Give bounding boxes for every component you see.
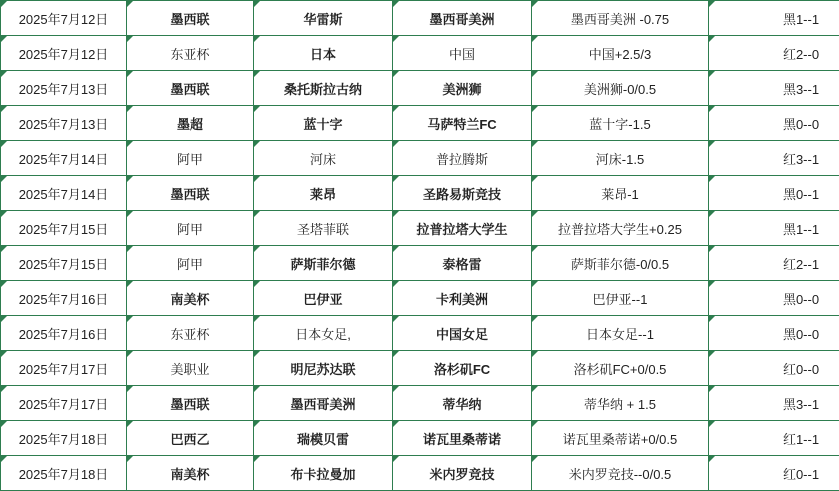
handicap-cell: 米内罗竞技--0/0.5 <box>532 456 709 491</box>
home-team-cell: 河床 <box>254 141 393 176</box>
league-cell: 美职业 <box>127 351 254 386</box>
match-date-cell: 2025年7月18日 <box>1 421 127 456</box>
table-row <box>1 351 839 386</box>
league-cell: 阿甲 <box>127 246 254 281</box>
result-cell: 红0--1 <box>709 456 839 491</box>
league-cell: 墨西联 <box>127 1 254 36</box>
match-date-cell: 2025年7月12日 <box>1 1 127 36</box>
match-date-cell: 2025年7月16日 <box>1 316 127 351</box>
handicap-cell: 中国+2.5/3 <box>532 36 709 71</box>
table-row <box>1 421 839 456</box>
match-date-cell: 2025年7月15日 <box>1 211 127 246</box>
away-team-cell: 洛杉矶FC <box>393 351 532 386</box>
match-date-cell: 2025年7月17日 <box>1 351 127 386</box>
result-cell: 黑0--0 <box>709 281 839 316</box>
result-cell: 黑3--1 <box>709 386 839 421</box>
home-team-cell: 日本女足, <box>254 316 393 351</box>
home-team-cell: 明尼苏达联 <box>254 351 393 386</box>
table-row <box>1 246 839 281</box>
home-team-cell: 萨斯菲尔德 <box>254 246 393 281</box>
away-team-cell: 蒂华纳 <box>393 386 532 421</box>
match-date-cell: 2025年7月13日 <box>1 71 127 106</box>
handicap-cell: 蓝十字-1.5 <box>532 106 709 141</box>
away-team-cell: 马萨特兰FC <box>393 106 532 141</box>
league-cell: 东亚杯 <box>127 316 254 351</box>
table-row <box>1 211 839 246</box>
result-cell: 红1--1 <box>709 421 839 456</box>
handicap-cell: 洛杉矶FC+0/0.5 <box>532 351 709 386</box>
handicap-cell: 蒂华纳 + 1.5 <box>532 386 709 421</box>
match-date-cell: 2025年7月18日 <box>1 456 127 491</box>
match-date-cell: 2025年7月14日 <box>1 176 127 211</box>
away-team-cell: 诺瓦里桑蒂诺 <box>393 421 532 456</box>
home-team-cell: 蓝十字 <box>254 106 393 141</box>
league-cell: 东亚杯 <box>127 36 254 71</box>
result-cell: 黑0--0 <box>709 106 839 141</box>
league-cell: 南美杯 <box>127 456 254 491</box>
away-team-cell: 普拉腾斯 <box>393 141 532 176</box>
home-team-cell: 瑞模贝雷 <box>254 421 393 456</box>
league-cell: 阿甲 <box>127 141 254 176</box>
handicap-cell: 墨西哥美洲 -0.75 <box>532 1 709 36</box>
home-team-cell: 墨西哥美洲 <box>254 386 393 421</box>
handicap-cell: 河床-1.5 <box>532 141 709 176</box>
handicap-cell: 诺瓦里桑蒂诺+0/0.5 <box>532 421 709 456</box>
table-row <box>1 316 839 351</box>
league-cell: 巴西乙 <box>127 421 254 456</box>
league-cell: 墨西联 <box>127 176 254 211</box>
match-date-cell: 2025年7月16日 <box>1 281 127 316</box>
result-cell: 红3--1 <box>709 141 839 176</box>
table-row <box>1 456 839 491</box>
table-row <box>1 176 839 211</box>
table-row <box>1 106 839 141</box>
handicap-cell: 萨斯菲尔德-0/0.5 <box>532 246 709 281</box>
result-cell: 黑1--1 <box>709 211 839 246</box>
home-team-cell: 布卡拉曼加 <box>254 456 393 491</box>
result-cell: 红2--0 <box>709 36 839 71</box>
away-team-cell: 中国女足 <box>393 316 532 351</box>
table-row <box>1 281 839 316</box>
result-cell: 黑0--0 <box>709 316 839 351</box>
result-cell: 黑0--1 <box>709 176 839 211</box>
away-team-cell: 圣路易斯竞技 <box>393 176 532 211</box>
league-cell: 墨西联 <box>127 71 254 106</box>
table-row <box>1 1 839 36</box>
away-team-cell: 中国 <box>393 36 532 71</box>
table-row <box>1 71 839 106</box>
handicap-cell: 美洲狮-0/0.5 <box>532 71 709 106</box>
home-team-cell: 桑托斯拉古纳 <box>254 71 393 106</box>
away-team-cell: 米内罗竞技 <box>393 456 532 491</box>
table-row <box>1 141 839 176</box>
handicap-cell: 日本女足--1 <box>532 316 709 351</box>
result-cell: 红2--1 <box>709 246 839 281</box>
handicap-cell: 莱昂-1 <box>532 176 709 211</box>
match-date-cell: 2025年7月14日 <box>1 141 127 176</box>
result-cell: 黑3--1 <box>709 71 839 106</box>
league-cell: 阿甲 <box>127 211 254 246</box>
home-team-cell: 莱昂 <box>254 176 393 211</box>
home-team-cell: 巴伊亚 <box>254 281 393 316</box>
table-row <box>1 36 839 71</box>
away-team-cell: 拉普拉塔大学生 <box>393 211 532 246</box>
match-date-cell: 2025年7月13日 <box>1 106 127 141</box>
away-team-cell: 美洲狮 <box>393 71 532 106</box>
league-cell: 墨超 <box>127 106 254 141</box>
home-team-cell: 圣塔菲联 <box>254 211 393 246</box>
home-team-cell: 日本 <box>254 36 393 71</box>
league-cell: 南美杯 <box>127 281 254 316</box>
league-cell: 墨西联 <box>127 386 254 421</box>
result-cell: 红0--0 <box>709 351 839 386</box>
away-team-cell: 泰格雷 <box>393 246 532 281</box>
away-team-cell: 墨西哥美洲 <box>393 1 532 36</box>
away-team-cell: 卡利美洲 <box>393 281 532 316</box>
match-date-cell: 2025年7月17日 <box>1 386 127 421</box>
home-team-cell: 华雷斯 <box>254 1 393 36</box>
table-row <box>1 386 839 421</box>
result-cell: 黑1--1 <box>709 1 839 36</box>
table-body <box>1 1 839 491</box>
handicap-cell: 巴伊亚--1 <box>532 281 709 316</box>
match-date-cell: 2025年7月15日 <box>1 246 127 281</box>
handicap-cell: 拉普拉塔大学生+0.25 <box>532 211 709 246</box>
match-date-cell: 2025年7月12日 <box>1 36 127 71</box>
